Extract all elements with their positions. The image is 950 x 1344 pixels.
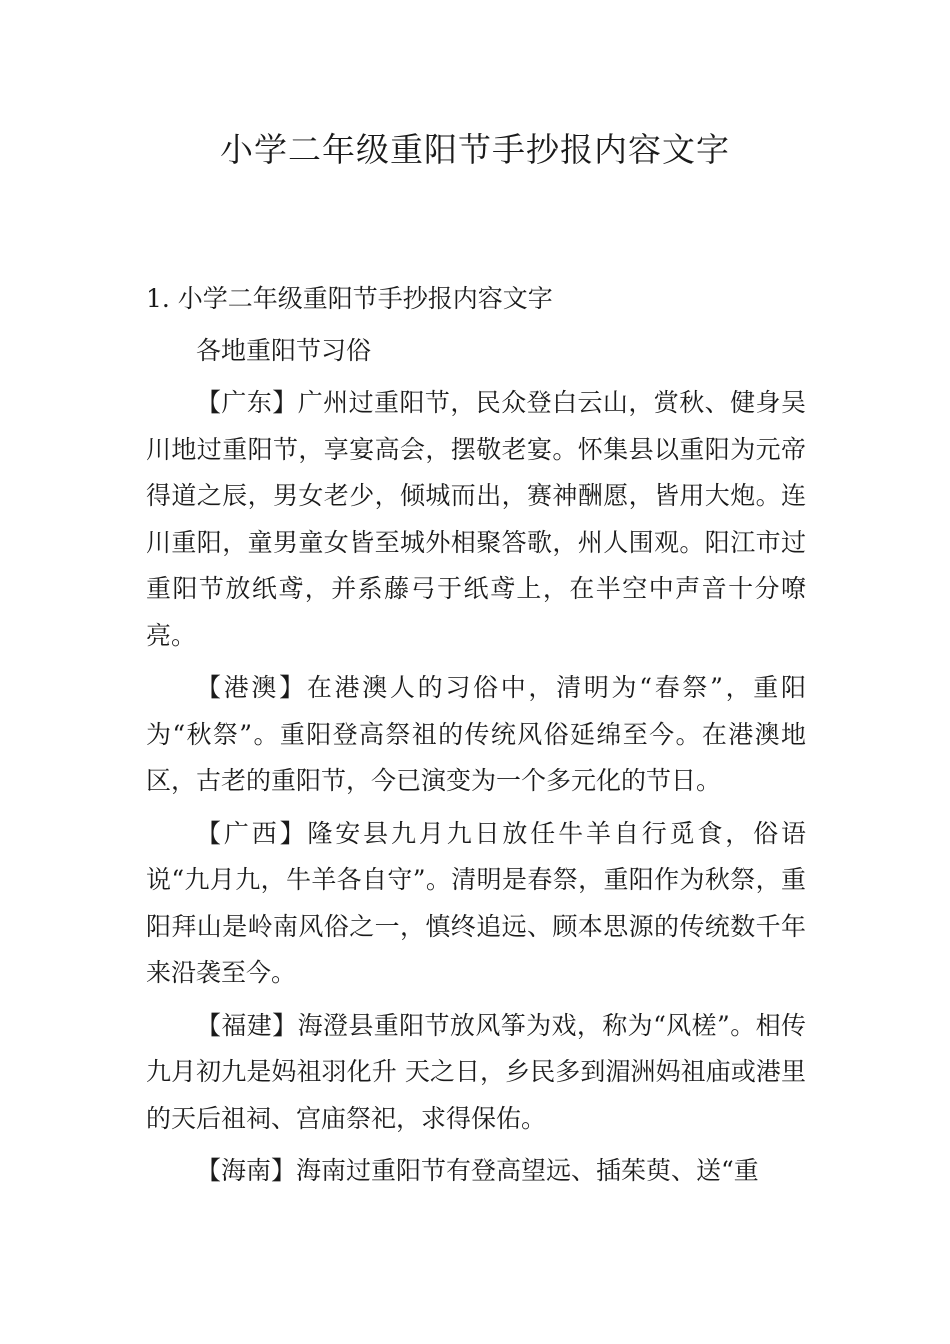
paragraph-hainan (146, 1148, 806, 1195)
region-label: 【广东】 (196, 388, 298, 417)
region-label: 【海南】 (196, 1156, 297, 1185)
paragraph-text: 海澄县重阳节放风筝为戏，称为“风槎”。相传九月初九是妈祖羽化升 天之日，乡民多到湄洲妈祖庙或港里的天后祖祠、宫庙祭祀，求得保佑。 (146, 1010, 806, 1133)
paragraph-fujian (146, 1003, 806, 1143)
paragraph-gangao (146, 665, 806, 805)
sub-heading: 各地重阳节习俗 (196, 336, 372, 365)
region-label: 【广西】 (196, 818, 308, 848)
paragraph-guangxi (146, 811, 806, 997)
paragraph-text: 在港澳人的习俗中，清明为“春祭”，重阳为“秋祭”。重阳登高祭祖的传统风俗延绵至今。在港澳地区，古老的重阳节，今已演变为一个多元化的节日。 (146, 673, 806, 795)
document-body (146, 276, 806, 1201)
document-title: 小学二年级重阳节手抄报内容文字 (220, 130, 730, 169)
paragraph-text: 广州过重阳节，民众登白云山，赏秋、健身吴川地过重阳节，享宴高会，摆敬老宴。怀集县以重阳为元帝得道之辰，男女老少，倾城而出，赛神酬愿，皆用大炮。连川重阳，童男童女皆至城外相聚答歌，州人围观。阳江市过重阳节放纸鸢，并系藤弓于纸鸢上，在半空中声音十分嘹亮。 (146, 388, 806, 650)
paragraph-text: 海南过重阳节有登高望远、插茱萸、送“重 (296, 1156, 759, 1185)
region-label: 【福建】 (196, 1010, 298, 1040)
paragraph-text: 隆安县九月九日放任牛羊自行觅食，俗语说“九月九，牛羊各自守”。清明是春祭，重阳作为秋祭，重阳拜山是岭南风俗之一，慎终追远、顾本思源的传统数千年来沿袭至今。 (146, 818, 806, 987)
section-heading: 1. 小学二年级重阳节手抄报内容文字 (146, 284, 553, 313)
region-label: 【港澳】 (196, 673, 307, 702)
paragraph-guangdong (146, 380, 806, 659)
